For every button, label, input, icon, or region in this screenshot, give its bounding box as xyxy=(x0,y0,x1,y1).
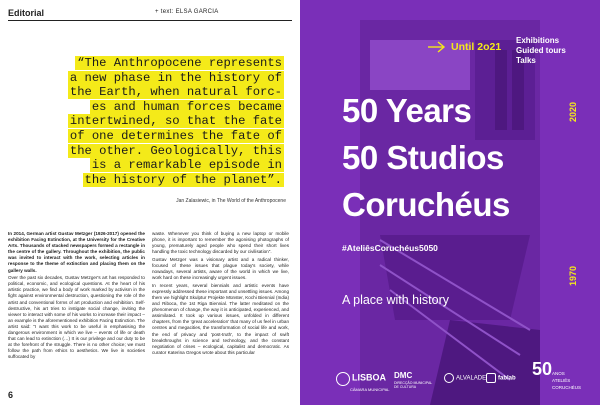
body-paragraph: Over the past six decades, Gustav Metzger's art has responded to political, economic, and ecological questions. At the heart of his artistic practice, we find a body of work marked by activism in the fight against environmental destruction, questioning the role of the artist and conventional forms of art production and exhibition. Self-destructive, his art tries to instigate social change, inviting the viewer to interact with some of his works to increase their impact – an example is the aforementioned exhibition Facing Extinction. The artist said: "I want this work to be useful in emphasising the dangerous environment in which we live – events of life or death that can lead to extinction (…) It is our privilege and our duty to be at the forefront of the struggle. There is no other choice; we must follow the path from ethics to aesthetics. We live in societies suffocated by xyxy=(8,275,145,360)
body-column-right xyxy=(152,231,289,357)
quote-line: is a remarkable episode in xyxy=(91,158,282,173)
event-types xyxy=(516,36,566,66)
pull-quote xyxy=(50,56,284,187)
quote-attribution: Jan Zalasiewic, in The World of the Anthropocene xyxy=(176,198,286,204)
quote-line: es and human forces became xyxy=(91,99,282,114)
right-page-advert xyxy=(300,0,600,405)
body-paragraph: waste. Whenever you think of buying a new laptop or mobile phone, it is important to remember the agonising photographs of young, prematurely aged people who spend their short lives handling the toxic technology discarded by our civilisation". xyxy=(152,231,289,255)
dmc-logo xyxy=(394,372,434,391)
tagline: A place with history xyxy=(342,293,449,307)
dmc-logo-subtext: DIRECÇÃO MUNICIPAL DE CULTURA xyxy=(394,381,433,389)
hashtag: #AteliêsCoruchéus5050 xyxy=(342,243,438,253)
lead-paragraph: In 2014, German artist Gustav Metzger (1926-2017) opened the exhibition Facing Extinction, at the University for the Creative Arts. Thousands of stacked newspapers formed a rectangle in the centre of the gallery. Throughout the exhibition, the public was invited to interact with the work, selecting articles in response to the theme of extinction and placing them on the gallery walls. xyxy=(8,231,145,273)
section-label: Editorial xyxy=(8,8,45,18)
alvalade-logo-text: ALVALADE xyxy=(456,375,487,382)
quote-line: the Earth, when natural forc- xyxy=(69,85,282,100)
sponsor-logos xyxy=(336,359,596,394)
headline-name: Coruchéus xyxy=(342,186,510,223)
quote-line: the other. Geologically, this xyxy=(69,143,282,158)
event-type: Talks xyxy=(516,56,536,65)
event-type: Exhibitions xyxy=(516,36,560,45)
leaf-icon xyxy=(444,373,454,383)
quote-line: of one determines the fate of xyxy=(69,128,282,143)
fablab-icon xyxy=(486,373,496,383)
headline-years: 50 Years xyxy=(342,92,472,129)
body-paragraph: Gustav Metzger was a visionary artist and a radical thinker, focused of these issues that plague today's society, while nowadays, several artists, aware of the world in which we live, work hard on these increasingly urgent issues. xyxy=(152,256,289,281)
quote-line: “The Anthropocene represents xyxy=(77,56,282,70)
header-rule xyxy=(8,20,292,21)
fifty-years-logo xyxy=(532,359,582,391)
fifty-logo-number: 50 xyxy=(532,359,553,379)
page-number: 6 xyxy=(8,390,14,400)
fablab-logo-text: fablab xyxy=(498,375,516,382)
year-start-text: 1970 xyxy=(568,265,578,286)
lisboa-logo-subtext: CÂMARA MUNICIPAL xyxy=(350,387,390,392)
year-start-label xyxy=(562,248,582,288)
alvalade-logo xyxy=(444,373,486,383)
fifty-logo-subtext: ANOS ATELIÊS CORUCHÉUS xyxy=(552,371,582,390)
author-credit: + text: ELSA GARCIA xyxy=(155,9,219,15)
crest-icon xyxy=(336,372,350,386)
event-type: Guided tours xyxy=(516,46,566,55)
quote-line: the history of the planet”. xyxy=(84,172,282,187)
body-paragraph: In recent years, several biennials and artistic events have expressly addressed these important and unsettling issues. Among them we highlight Skulptur Projekte Münster, Kochi Biennial (India) and Riboca, the 1st Riga Biennial. The latter meditated on the phenomenon of change, the way it is anticipated, experienced, and assimilated. It took up various issues, unfolded in different chapters, from the 'great acceleration' that many of us feel in urban centres and megacities, the transformation of social life and work, the end of privacy and 'post-truth', to the impact of swift breakthroughs in science and technology, and the constant negotiation of crises – ecological, capitalist and democratic. As curator Katerina Gregos wrote about this particular xyxy=(152,282,289,355)
quote-line: intertwined, so that the fate xyxy=(69,114,282,129)
author-credit-text: text: ELSA GARCIA xyxy=(160,9,219,15)
quote-line: a new phase in the history of xyxy=(69,70,282,85)
year-end-text: 2020 xyxy=(568,101,578,122)
headline-studios: 50 Studios xyxy=(342,139,504,176)
fablab-logo xyxy=(486,373,516,383)
lisboa-logo xyxy=(336,372,390,394)
until-date: Until 2o21 xyxy=(451,41,502,53)
body-column-left xyxy=(8,231,145,362)
arrow-right-icon xyxy=(428,41,446,53)
year-end-label xyxy=(562,84,582,124)
lisboa-logo-text: LISBOA xyxy=(352,372,387,383)
dmc-logo-text: DMC xyxy=(394,371,413,380)
